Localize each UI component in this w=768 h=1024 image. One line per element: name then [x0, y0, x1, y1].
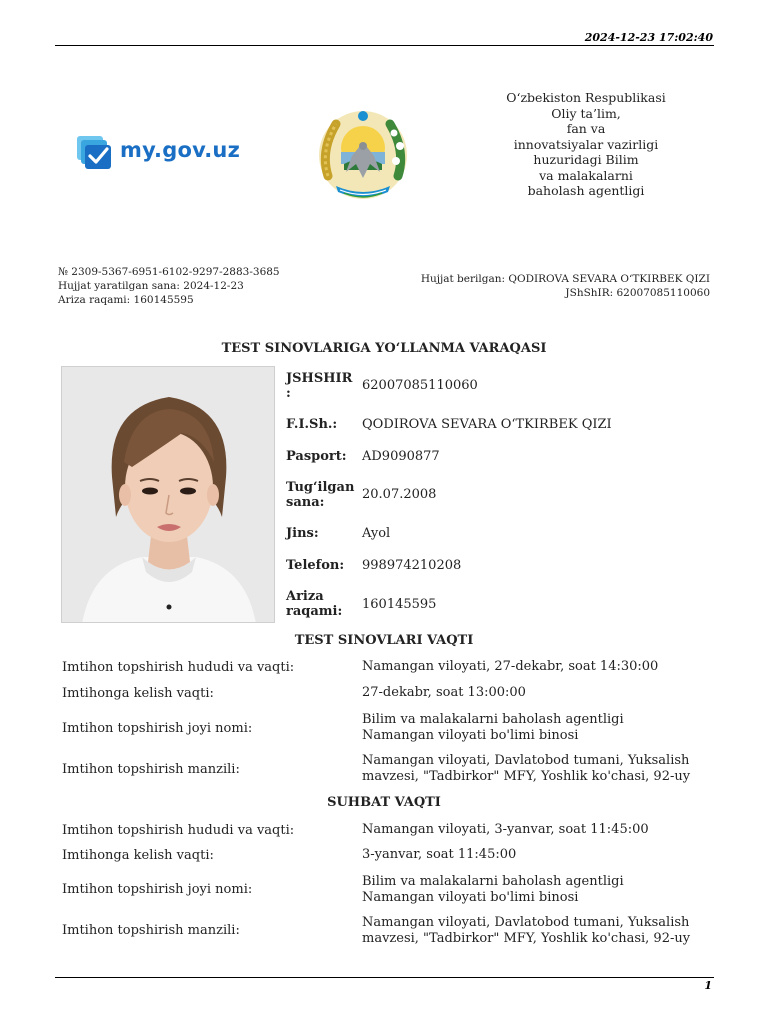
agency-name	[478, 90, 694, 199]
field-label-fullname: F.I.Sh.:	[286, 417, 338, 432]
interview-address-value: Namangan viloyati, Davlatobod tumani, Yuksalish mavzesi, "Tadbirkor" MFY, Yoshlik ko'chasi, 92-uy	[362, 915, 691, 946]
interview-arrival-value: 3-yanvar, soat 11:45:00	[362, 847, 517, 862]
test-arrival-label: Imtihonga kelish vaqti:	[62, 686, 214, 701]
interview-venue-value: Bilim va malakalarni baholash agentligi Namangan viloyati bo'limi binosi	[362, 874, 624, 905]
test-region-time-label: Imtihon topshirish hududi va vaqti:	[62, 660, 295, 675]
logo-text: my.gov.uz	[120, 138, 241, 162]
field-label-gender: Jins:	[286, 526, 319, 541]
interview-address-label: Imtihon topshirish manzili:	[62, 923, 240, 938]
issued-to-pinfl: JShShIR: 62007085110060	[565, 287, 710, 299]
interview-section-title: SUHBAT VAQTI	[327, 795, 441, 810]
field-value-gender: Ayol	[362, 526, 391, 541]
field-value-phone: 998974210208	[362, 558, 462, 573]
interview-arrival-label: Imtihonga kelish vaqti:	[62, 848, 214, 863]
test-address-label: Imtihon topshirish manzili:	[62, 762, 240, 777]
field-label-application: Ariza raqami:	[286, 589, 343, 619]
document-number: № 2309-5367-6951-6102-9297-2883-3685	[58, 266, 280, 278]
page-number: 1	[704, 979, 712, 992]
test-arrival-value: 27-dekabr, soat 13:00:00	[362, 685, 526, 700]
mygov-logo	[76, 134, 241, 174]
field-value-application: 160145595	[362, 597, 437, 612]
print-timestamp: 2024-12-23 17:02:40	[584, 31, 713, 44]
document-title: TEST SINOVLARIGA YO‘LLANMA VARAQASI	[221, 341, 547, 356]
field-label-birthdate: Tug‘ilgan sana:	[286, 480, 355, 510]
agency-line: innovatsiyalar vazirligi	[513, 136, 659, 152]
agency-line: huzuridagi Bilim	[533, 152, 639, 167]
applicant-photo	[61, 366, 275, 623]
agency-line: O‘zbekiston Respublikasi	[506, 90, 666, 105]
document-created-date: Hujjat yaratilgan sana: 2024-12-23	[58, 280, 244, 292]
agency-line: baholash agentligi	[527, 183, 645, 198]
interview-region-time-value: Namangan viloyati, 3-yanvar, soat 11:45:00	[362, 822, 649, 837]
document-meta	[58, 265, 280, 307]
state-emblem-icon	[314, 106, 412, 202]
checkbox-logo-icon	[76, 134, 116, 174]
application-number: Ariza raqami: 160145595	[58, 294, 194, 306]
agency-line: va malakalarni	[539, 167, 633, 183]
footer-rule	[55, 977, 714, 978]
person-portrait-icon	[62, 367, 275, 623]
field-value-passport: AD9090877	[362, 449, 440, 464]
agency-line: fan va	[566, 121, 606, 136]
field-label-passport: Pasport:	[286, 449, 347, 464]
test-address-value: Namangan viloyati, Davlatobod tumani, Yuksalish mavzesi, "Tadbirkor" MFY, Yoshlik ko'chasi, 92-uy	[362, 753, 691, 784]
interview-region-time-label: Imtihon topshirish hududi va vaqti:	[62, 823, 295, 838]
test-section-title: TEST SINOVLARI VAQTI	[294, 633, 474, 648]
agency-line: Oliy ta’lim,	[551, 105, 621, 121]
field-value-birthdate: 20.07.2008	[362, 487, 437, 502]
test-venue-value: Bilim va malakalarni baholash agentligi Namangan viloyati bo'limi binosi	[362, 712, 624, 743]
issued-to-meta	[421, 272, 710, 300]
test-region-time-value: Namangan viloyati, 27-dekabr, soat 14:30:00	[362, 659, 659, 674]
header-rule	[55, 45, 714, 46]
test-venue-label: Imtihon topshirish joyi nomi:	[62, 721, 253, 736]
field-value-pinfl: 62007085110060	[362, 378, 478, 393]
field-label-pinfl: JSHSHIR :	[286, 371, 353, 401]
field-value-fullname: QODIROVA SEVARA O‘TKIRBEK QIZI	[362, 417, 612, 432]
issued-to: Hujjat berilgan: QODIROVA SEVARA O‘TKIRBEK QIZI	[420, 273, 710, 285]
interview-venue-label: Imtihon topshirish joyi nomi:	[62, 882, 253, 897]
field-label-phone: Telefon:	[286, 558, 345, 573]
